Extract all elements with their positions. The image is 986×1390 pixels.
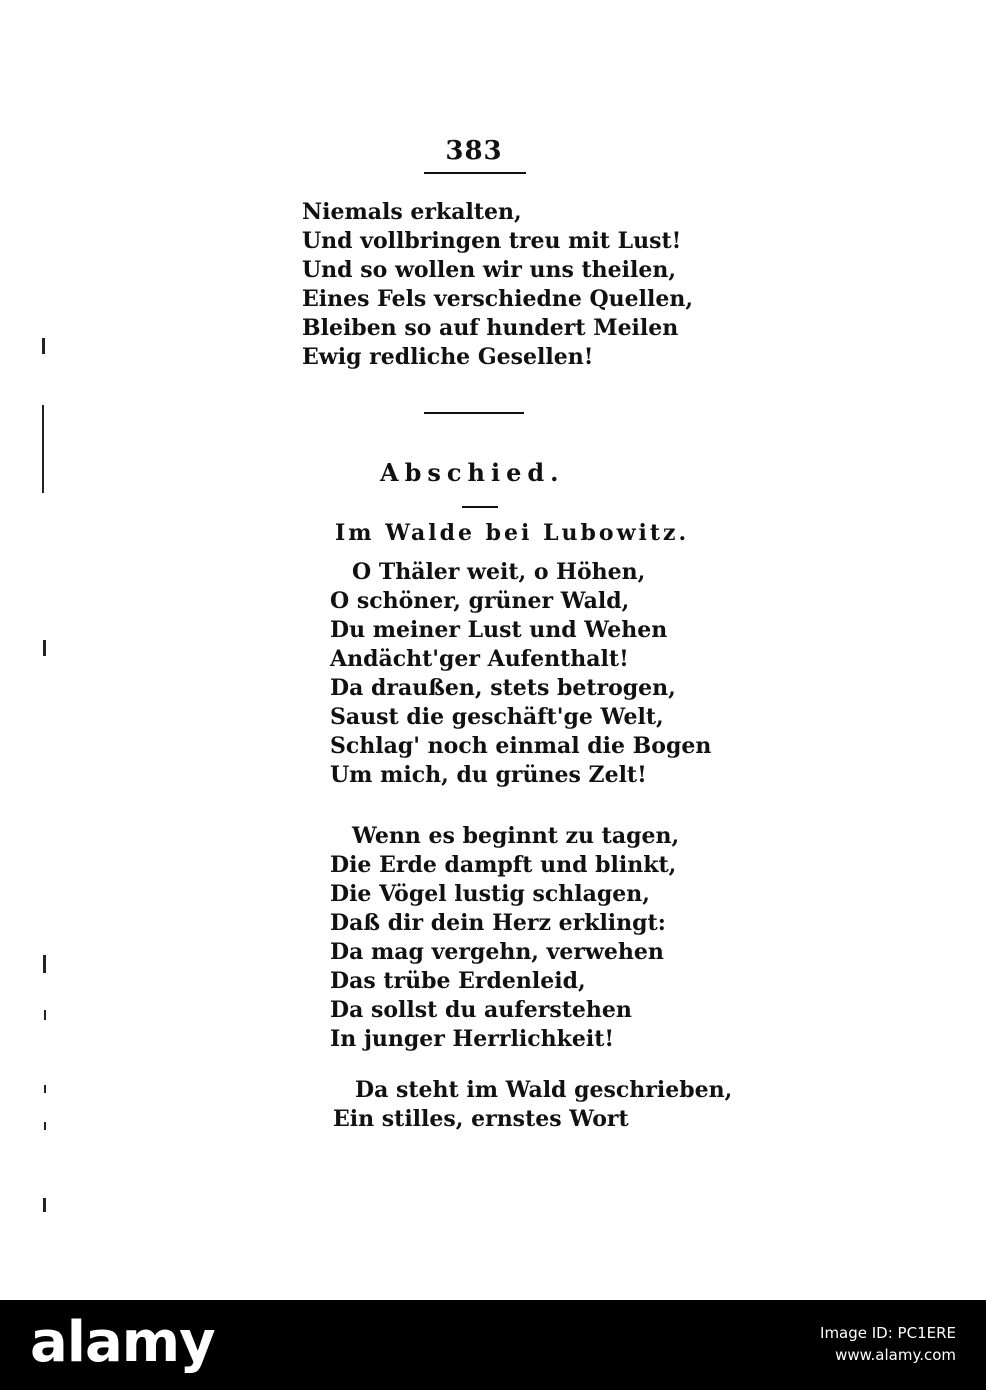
scan-mark xyxy=(44,1010,46,1020)
verse-line: Andächt'ger Aufenthalt! xyxy=(330,646,629,672)
stanza-2 xyxy=(330,822,679,1054)
page-number-rule xyxy=(424,172,526,174)
verse-line: Die Erde dampft und blinkt, xyxy=(330,852,677,878)
scan-mark xyxy=(44,1122,46,1130)
scan-mark xyxy=(42,405,44,493)
stanza-1 xyxy=(330,558,711,790)
scan-mark xyxy=(43,955,46,973)
verse-line: Und vollbringen treu mit Lust! xyxy=(302,228,682,254)
verse-line: Da draußen, stets betrogen, xyxy=(330,675,676,701)
page-number: 383 xyxy=(445,136,503,166)
poem-subtitle: Im Walde bei Lubowitz. xyxy=(335,520,690,546)
scan-mark xyxy=(43,1198,46,1212)
stanza-3 xyxy=(333,1076,732,1134)
poem-title: Abschied. xyxy=(380,458,565,487)
verse-line: Du meiner Lust und Wehen xyxy=(330,617,668,643)
verse-line: O Thäler weit, o Höhen, xyxy=(352,559,646,585)
alamy-logo: alamy xyxy=(30,1310,215,1375)
verse-line: Um mich, du grünes Zelt! xyxy=(330,762,647,788)
image-id-block xyxy=(820,1322,956,1366)
watermark-footer xyxy=(0,1300,986,1390)
verse-line: Niemals erkalten, xyxy=(302,199,522,225)
scan-mark xyxy=(43,640,46,656)
verse-line: Da sollst du auferstehen xyxy=(330,997,632,1023)
title-rule xyxy=(462,506,498,508)
verse-line: Eines Fels verschiedne Quellen, xyxy=(302,286,694,312)
verse-line: Bleiben so auf hundert Meilen xyxy=(302,315,679,341)
verse-line: Wenn es beginnt zu tagen, xyxy=(352,823,680,849)
stanza-top xyxy=(302,198,693,372)
verse-line: Ein stilles, ernstes Wort xyxy=(333,1106,629,1132)
verse-line: Die Vögel lustig schlagen, xyxy=(330,881,650,907)
section-divider xyxy=(424,412,524,414)
verse-line: Daß dir dein Herz erklingt: xyxy=(330,910,666,936)
verse-line: In junger Herrlichkeit! xyxy=(330,1026,615,1052)
site-url: www.alamy.com xyxy=(835,1346,956,1364)
image-id: Image ID: PC1ERE xyxy=(820,1324,956,1342)
scan-mark xyxy=(44,1085,46,1093)
verse-line: Ewig redliche Gesellen! xyxy=(302,344,594,370)
verse-line: Schlag' noch einmal die Bogen xyxy=(330,733,712,759)
verse-line: O schöner, grüner Wald, xyxy=(330,588,630,614)
verse-line: Da mag vergehn, verwehen xyxy=(330,939,664,965)
verse-line: Und so wollen wir uns theilen, xyxy=(302,257,677,283)
verse-line: Da steht im Wald geschrieben, xyxy=(355,1077,733,1103)
verse-line: Das trübe Erdenleid, xyxy=(330,968,586,994)
scan-mark xyxy=(42,338,45,354)
verse-line: Saust die geschäft'ge Welt, xyxy=(330,704,664,730)
